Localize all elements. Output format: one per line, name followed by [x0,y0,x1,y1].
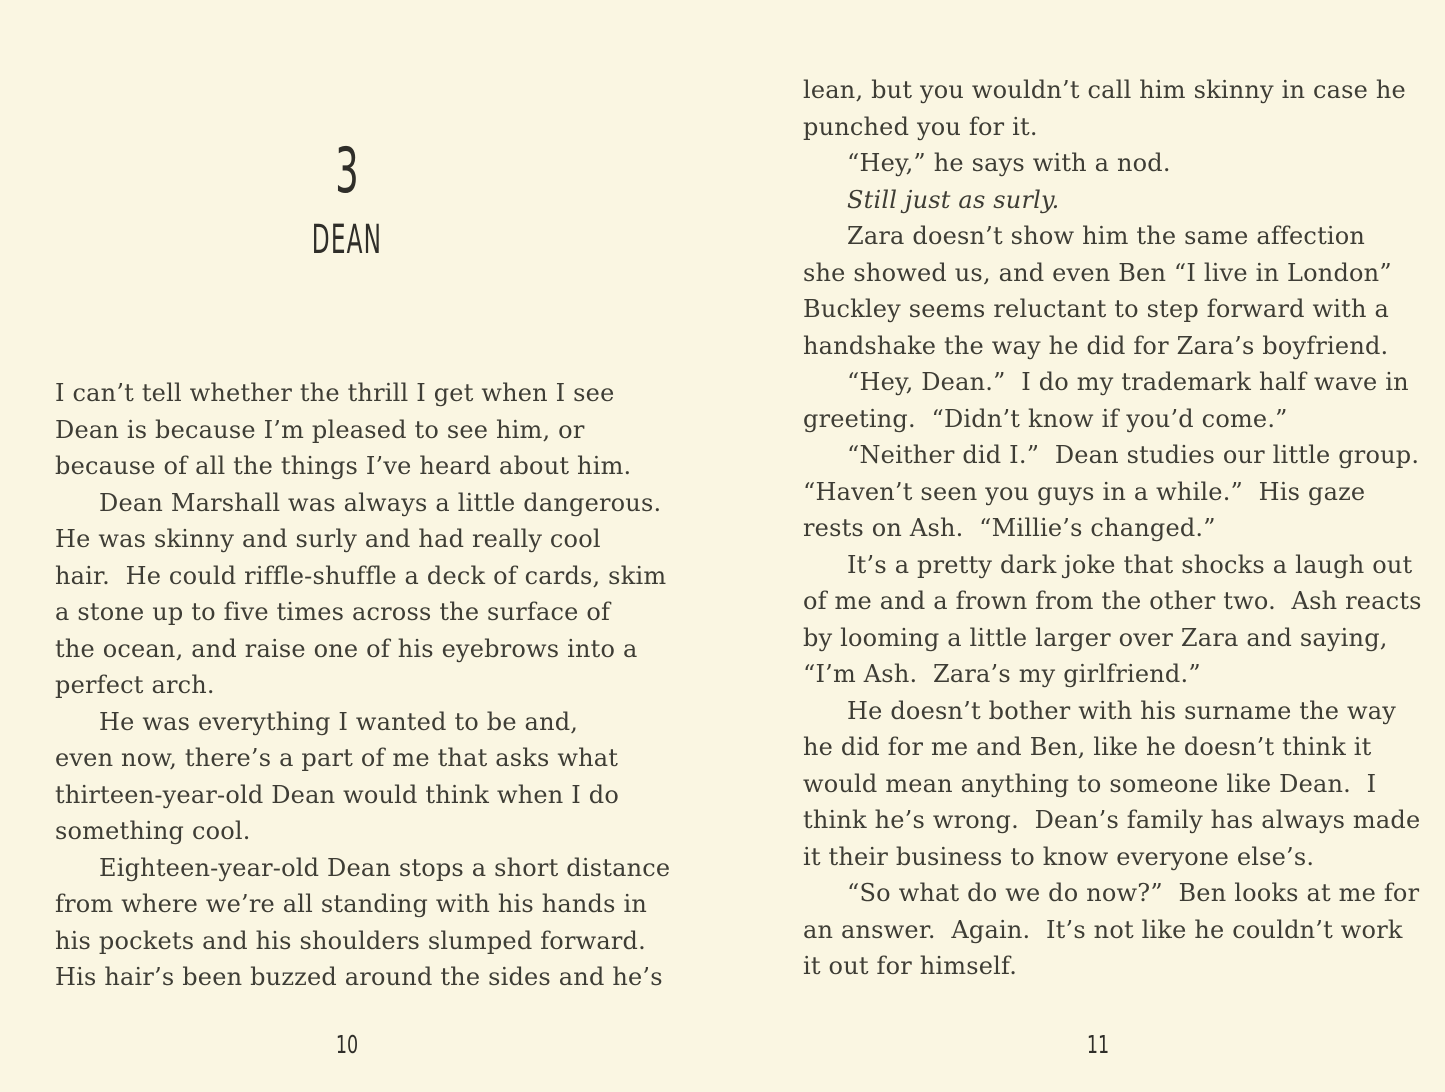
text-line: his pockets and his shoulders slumped forward. [55,926,646,955]
text-line: an answer. Again. It’s not like he couldn’t work [803,915,1403,944]
text-line: hair. He could riffle-shuffle a deck of cards, skim [55,561,667,590]
text-line: His hair’s been buzzed around the sides and he’s [55,963,663,991]
page-right-body [803,72,1422,985]
text-line: Eighteen-year-old Dean stops a short distance [99,853,671,882]
text-line: He doesn’t bother with his surname the way [847,696,1397,725]
text-line: from where we’re all standing with his hands in [55,890,647,918]
text-line: Buckley seems reluctant to step forward with a [803,295,1389,323]
page-number-right: 11 [1086,1030,1110,1059]
chapter-title: DEAN [311,217,383,263]
page-left-body [55,375,671,996]
text-line: It’s a pretty dark joke that shocks a laugh out [847,550,1413,579]
text-line: I can’t tell whether the thrill I get when I see [55,379,615,407]
text-line: “So what do we do now?” Ben looks at me for [847,879,1420,907]
text-line: would mean anything to someone like Dean. I [803,769,1377,798]
text-line: Dean Marshall was always a little dangerous. [99,488,662,517]
page-left [55,0,671,1092]
text-line: because of all the things I’ve heard about him. [55,452,632,480]
text-line: by looming a little larger over Zara and saying, [803,623,1388,652]
text-line: Dean is because I’m pleased to see him, or [55,415,585,444]
text-line: a stone up to five times across the surface of [55,598,611,626]
page-right [803,0,1422,1092]
text-line: think he’s wrong. Dean’s family has always made [803,806,1421,834]
text-line: He was everything I wanted to be and, [99,707,579,736]
text-line: handshake the way he did for Zara’s boyfriend. [803,331,1389,360]
text-line: He was skinny and surly and had really cool [55,525,601,553]
text-line: punched you for it. [803,112,1038,141]
text-line: the ocean, and raise one of his eyebrows into a [55,634,638,663]
text-line: “Hey, Dean.” I do my trademark half wave in [847,368,1409,396]
text-line: “Neither did I.” Dean studies our little group. [847,441,1420,469]
text-line: Still just as surly. [847,185,1060,214]
text-line: even now, there’s a part of me that asks what [55,744,619,772]
text-line: rests on Ash. “Millie’s changed.” [803,514,1216,542]
text-line: “I’m Ash. Zara’s my girlfriend.” [803,660,1201,688]
text-line: something cool. [55,817,251,845]
text-line: perfect arch. [55,671,215,699]
text-line: it their business to know everyone else’s. [803,842,1315,871]
text-line: he did for me and Ben, like he doesn’t think it [803,733,1372,761]
text-line: lean, but you wouldn’t call him skinny in case he [803,76,1406,104]
text-line: “Hey,” he says with a nod. [847,149,1171,177]
text-line: “Haven’t seen you guys in a while.” His gaze [803,477,1366,506]
text-line: it out for himself. [803,952,1018,980]
text-line: she showed us, and even Ben “I live in London” [803,258,1392,287]
text-line: Zara doesn’t show him the same affection [847,222,1366,250]
page-number-left: 10 [335,1030,359,1059]
text-line: thirteen-year-old Dean would think when I do [55,780,620,809]
text-line: greeting. “Didn’t know if you’d come.” [803,404,1288,433]
chapter-number: 3 [335,134,359,207]
text-line: of me and a frown from the other two. Ash reacts [803,587,1422,615]
